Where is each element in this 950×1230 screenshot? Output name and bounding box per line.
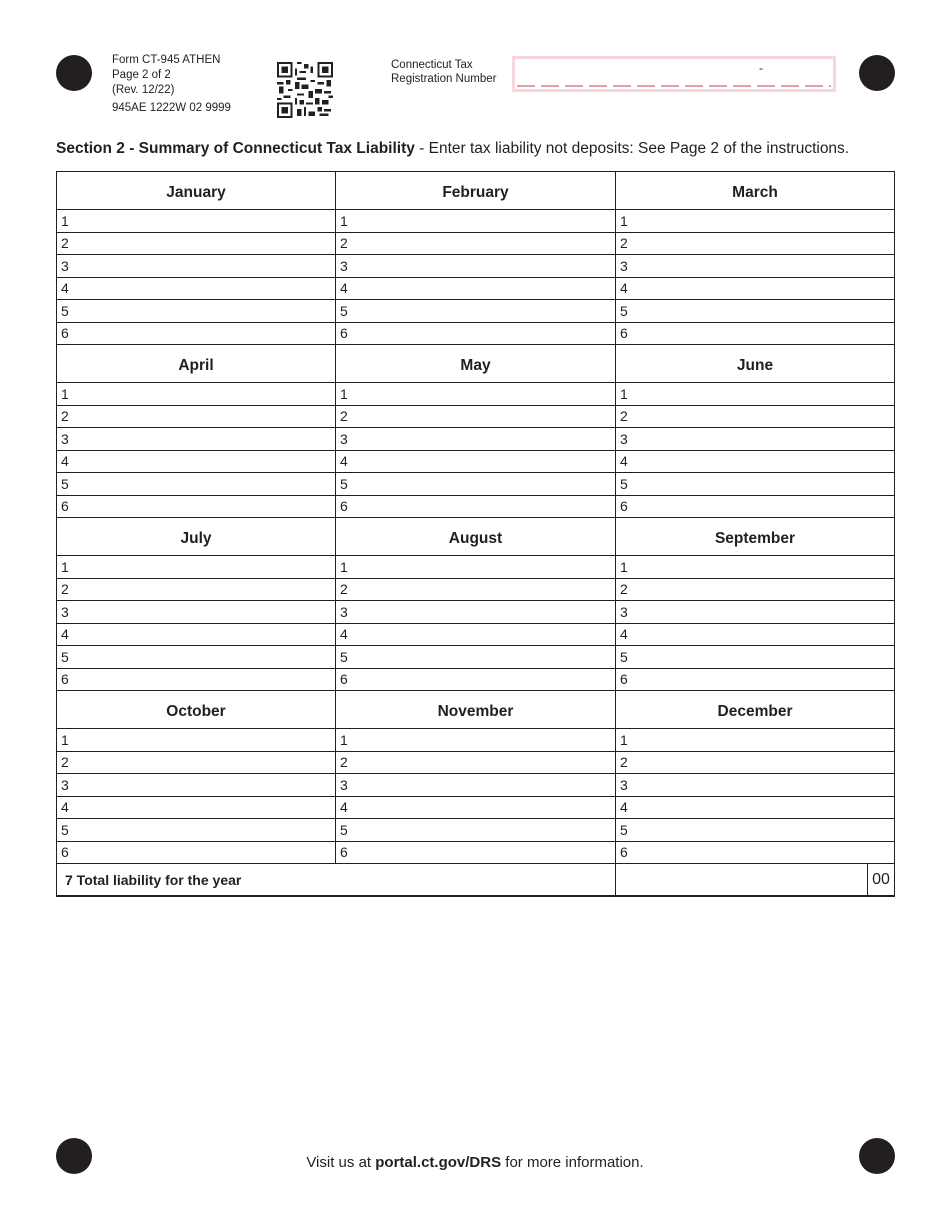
- month-header-august: August: [336, 518, 616, 556]
- line-number: 4: [61, 453, 69, 470]
- line-number: 3: [620, 257, 628, 274]
- line-number: 6: [61, 671, 69, 688]
- line-number: 1: [340, 558, 348, 575]
- january-line-1-field[interactable]: [57, 210, 336, 233]
- registration-mark-top-right: [859, 55, 895, 91]
- line-number: 6: [61, 325, 69, 342]
- line-number: 1: [340, 731, 348, 748]
- line-number: 2: [340, 581, 348, 598]
- month-header-row: [57, 345, 895, 383]
- april-line-2-field[interactable]: [57, 405, 336, 428]
- line-number: 5: [61, 648, 69, 665]
- line-number: 4: [340, 799, 348, 816]
- line-number: 2: [340, 235, 348, 252]
- total-cents: 00: [867, 864, 894, 895]
- line-number: 6: [61, 844, 69, 861]
- line-number: 3: [340, 257, 348, 274]
- section-title: Section 2 - Summary of Connecticut Tax Liability: [56, 140, 415, 157]
- march-line-2-field[interactable]: [616, 232, 895, 255]
- june-line-1-field[interactable]: [616, 383, 895, 406]
- october-line-2-field[interactable]: [57, 751, 336, 774]
- line-number: 4: [61, 280, 69, 297]
- line-number: 6: [340, 844, 348, 861]
- line-number: 1: [61, 212, 69, 229]
- line-number: 5: [340, 302, 348, 319]
- october-line-5-field[interactable]: [57, 819, 336, 842]
- november-line-2-field[interactable]: [336, 751, 616, 774]
- april-line-6-field[interactable]: [57, 495, 336, 518]
- month-header-september: September: [616, 518, 895, 556]
- line-number: 1: [620, 731, 628, 748]
- june-line-2-field[interactable]: [616, 405, 895, 428]
- line-number: 5: [340, 475, 348, 492]
- june-line-4-field[interactable]: [616, 450, 895, 473]
- february-line-5-field[interactable]: [336, 300, 616, 323]
- december-line-1-field[interactable]: [616, 729, 895, 752]
- line-number: 6: [61, 498, 69, 515]
- table-row: [57, 729, 895, 752]
- total-liability-field[interactable]: [616, 864, 895, 897]
- registration-number-input[interactable]: [512, 56, 836, 92]
- month-header-november: November: [336, 691, 616, 729]
- line-number: 4: [620, 626, 628, 643]
- line-number: 1: [340, 212, 348, 229]
- month-header-july: July: [57, 518, 336, 556]
- line-number: 3: [61, 603, 69, 620]
- august-line-1-field[interactable]: [336, 556, 616, 579]
- september-line-1-field[interactable]: [616, 556, 895, 579]
- table-row: [57, 428, 895, 451]
- month-header-march: March: [616, 172, 895, 210]
- july-line-5-field[interactable]: [57, 646, 336, 669]
- line-number: 2: [61, 235, 69, 252]
- line-number: 1: [340, 385, 348, 402]
- april-line-1-field[interactable]: [57, 383, 336, 406]
- table-row: [57, 819, 895, 842]
- may-line-4-field[interactable]: [336, 450, 616, 473]
- september-line-4-field[interactable]: [616, 623, 895, 646]
- section-subtitle: - Enter tax liability not deposits: See Page 2 of the instructions.: [414, 140, 850, 157]
- line-number: 2: [620, 235, 628, 252]
- october-line-6-field[interactable]: [57, 841, 336, 864]
- table-row: [57, 300, 895, 323]
- table-row: [57, 450, 895, 473]
- line-number: 5: [340, 821, 348, 838]
- august-line-4-field[interactable]: [336, 623, 616, 646]
- table-row: [57, 774, 895, 797]
- march-line-1-field[interactable]: [616, 210, 895, 233]
- may-line-1-field[interactable]: [336, 383, 616, 406]
- july-line-2-field[interactable]: [57, 578, 336, 601]
- qr-code-icon: [277, 62, 333, 118]
- line-number: 1: [620, 558, 628, 575]
- january-line-3-field[interactable]: [57, 255, 336, 278]
- line-number: 4: [340, 453, 348, 470]
- line-number: 2: [61, 581, 69, 598]
- line-number: 3: [61, 430, 69, 447]
- june-line-3-field[interactable]: [616, 428, 895, 451]
- table-row: [57, 668, 895, 691]
- october-line-3-field[interactable]: [57, 774, 336, 797]
- february-line-3-field[interactable]: [336, 255, 616, 278]
- line-number: 2: [620, 581, 628, 598]
- february-line-2-field[interactable]: [336, 232, 616, 255]
- line-number: 3: [620, 776, 628, 793]
- february-line-4-field[interactable]: [336, 277, 616, 300]
- november-line-6-field[interactable]: [336, 841, 616, 864]
- table-row: [57, 601, 895, 624]
- table-row: [57, 495, 895, 518]
- line-number: 2: [620, 754, 628, 771]
- line-number: 6: [620, 671, 628, 688]
- april-line-3-field[interactable]: [57, 428, 336, 451]
- table-row: [57, 841, 895, 864]
- june-line-5-field[interactable]: [616, 473, 895, 496]
- month-header-january: January: [57, 172, 336, 210]
- line-number: 3: [340, 430, 348, 447]
- january-line-4-field[interactable]: [57, 277, 336, 300]
- line-number: 4: [340, 626, 348, 643]
- line-number: 5: [620, 302, 628, 319]
- line-number: 4: [61, 626, 69, 643]
- december-line-3-field[interactable]: [616, 774, 895, 797]
- line-number: 5: [620, 648, 628, 665]
- line-number: 4: [620, 453, 628, 470]
- table-row: [57, 232, 895, 255]
- september-line-6-field[interactable]: [616, 668, 895, 691]
- line-number: 1: [61, 558, 69, 575]
- line-number: 5: [61, 475, 69, 492]
- total-label: 7 Total liability for the year: [57, 864, 616, 897]
- table-row: [57, 623, 895, 646]
- table-row: [57, 796, 895, 819]
- may-line-3-field[interactable]: [336, 428, 616, 451]
- footer-link[interactable]: portal.ct.gov/DRS: [375, 1154, 502, 1171]
- section-heading: [56, 140, 849, 158]
- month-header-june: June: [616, 345, 895, 383]
- march-line-6-field[interactable]: [616, 322, 895, 345]
- august-line-3-field[interactable]: [336, 601, 616, 624]
- liability-table: [56, 171, 895, 897]
- line-number: 5: [340, 648, 348, 665]
- july-line-3-field[interactable]: [57, 601, 336, 624]
- october-line-4-field[interactable]: [57, 796, 336, 819]
- table-row: [57, 383, 895, 406]
- november-line-5-field[interactable]: [336, 819, 616, 842]
- line-number: 1: [620, 385, 628, 402]
- month-header-december: December: [616, 691, 895, 729]
- september-line-2-field[interactable]: [616, 578, 895, 601]
- line-number: 4: [61, 799, 69, 816]
- december-line-6-field[interactable]: [616, 841, 895, 864]
- table-row: [57, 751, 895, 774]
- line-number: 4: [340, 280, 348, 297]
- march-line-5-field[interactable]: [616, 300, 895, 323]
- line-number: 3: [61, 776, 69, 793]
- total-row: [57, 864, 895, 897]
- page-number: Page 2 of 2: [112, 69, 171, 81]
- month-header-may: May: [336, 345, 616, 383]
- month-header-row: [57, 691, 895, 729]
- line-number: 5: [620, 821, 628, 838]
- line-number: 3: [620, 603, 628, 620]
- september-line-5-field[interactable]: [616, 646, 895, 669]
- line-number: 2: [61, 408, 69, 425]
- registration-separator: -: [759, 61, 763, 75]
- january-line-5-field[interactable]: [57, 300, 336, 323]
- month-header-row: [57, 518, 895, 556]
- month-header-october: October: [57, 691, 336, 729]
- table-row: [57, 473, 895, 496]
- month-header-february: February: [336, 172, 616, 210]
- august-line-2-field[interactable]: [336, 578, 616, 601]
- line-number: 2: [61, 754, 69, 771]
- line-number: 1: [620, 212, 628, 229]
- table-row: [57, 578, 895, 601]
- form-code: 945AE 1222W 02 9999: [112, 102, 231, 114]
- july-line-6-field[interactable]: [57, 668, 336, 691]
- august-line-5-field[interactable]: [336, 646, 616, 669]
- line-number: 3: [340, 603, 348, 620]
- month-header-april: April: [57, 345, 336, 383]
- line-number: 4: [620, 799, 628, 816]
- line-number: 3: [61, 257, 69, 274]
- line-number: 3: [340, 776, 348, 793]
- july-line-4-field[interactable]: [57, 623, 336, 646]
- december-line-4-field[interactable]: [616, 796, 895, 819]
- registration-digit-guides: [517, 85, 831, 87]
- line-number: 5: [620, 475, 628, 492]
- may-line-2-field[interactable]: [336, 405, 616, 428]
- may-line-5-field[interactable]: [336, 473, 616, 496]
- line-number: 2: [340, 408, 348, 425]
- line-number: 3: [620, 430, 628, 447]
- line-number: 6: [340, 498, 348, 515]
- table-row: [57, 277, 895, 300]
- line-number: 6: [340, 325, 348, 342]
- form-id: Form CT-945 ATHEN: [112, 54, 221, 66]
- line-number: 5: [61, 821, 69, 838]
- april-line-5-field[interactable]: [57, 473, 336, 496]
- december-line-5-field[interactable]: [616, 819, 895, 842]
- september-line-3-field[interactable]: [616, 601, 895, 624]
- table-row: [57, 646, 895, 669]
- footer: Visit us at portal.ct.gov/DRS for more information.: [306, 1154, 644, 1171]
- november-line-1-field[interactable]: [336, 729, 616, 752]
- table-row: [57, 405, 895, 428]
- form-revision: (Rev. 12/22): [112, 84, 175, 96]
- line-number: 4: [620, 280, 628, 297]
- january-line-6-field[interactable]: [57, 322, 336, 345]
- line-number: 1: [61, 385, 69, 402]
- line-number: 6: [620, 325, 628, 342]
- registration-mark-top-left: [56, 55, 92, 91]
- june-line-6-field[interactable]: [616, 495, 895, 518]
- line-number: 1: [61, 731, 69, 748]
- december-line-2-field[interactable]: [616, 751, 895, 774]
- february-line-6-field[interactable]: [336, 322, 616, 345]
- march-line-4-field[interactable]: [616, 277, 895, 300]
- form-info: [112, 53, 231, 116]
- august-line-6-field[interactable]: [336, 668, 616, 691]
- april-line-4-field[interactable]: [57, 450, 336, 473]
- march-line-3-field[interactable]: [616, 255, 895, 278]
- registration-number-label: Connecticut Tax Registration Number: [391, 59, 497, 85]
- july-line-1-field[interactable]: [57, 556, 336, 579]
- line-number: 2: [340, 754, 348, 771]
- january-line-2-field[interactable]: [57, 232, 336, 255]
- february-line-1-field[interactable]: [336, 210, 616, 233]
- may-line-6-field[interactable]: [336, 495, 616, 518]
- month-header-row: [57, 172, 895, 210]
- table-row: [57, 556, 895, 579]
- november-line-4-field[interactable]: [336, 796, 616, 819]
- table-row: [57, 210, 895, 233]
- october-line-1-field[interactable]: [57, 729, 336, 752]
- line-number: 2: [620, 408, 628, 425]
- line-number: 6: [620, 498, 628, 515]
- line-number: 6: [340, 671, 348, 688]
- line-number: 6: [620, 844, 628, 861]
- table-row: [57, 255, 895, 278]
- table-row: [57, 322, 895, 345]
- november-line-3-field[interactable]: [336, 774, 616, 797]
- line-number: 5: [61, 302, 69, 319]
